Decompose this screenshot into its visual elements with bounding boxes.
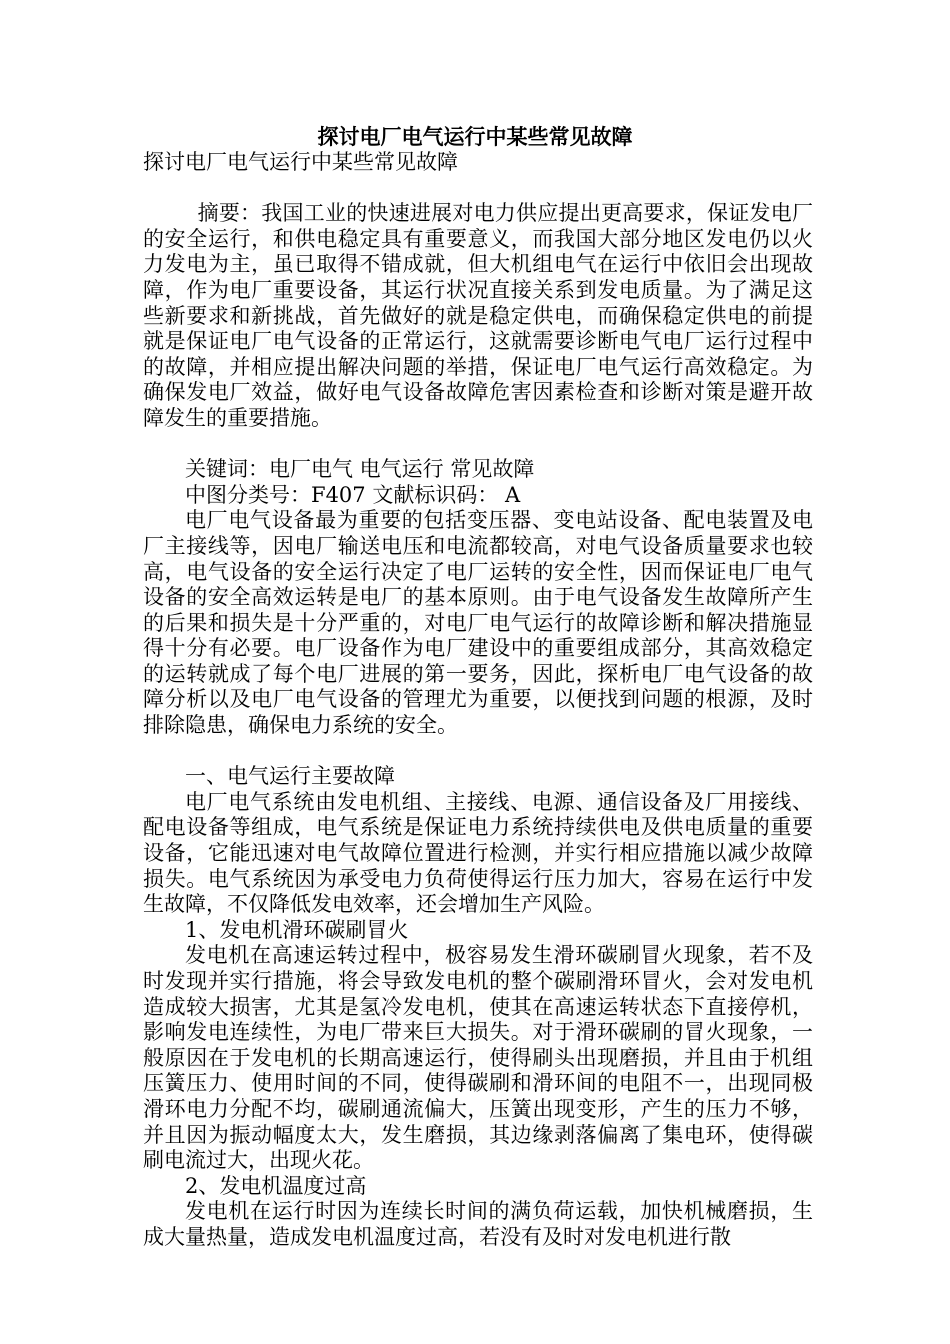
document-subtitle: 探讨电厂电气运行中某些常见故障 bbox=[143, 150, 458, 174]
intro-paragraph: 电厂电气设备最为重要的包括变压器、变电站设备、配电装置及电厂主接线等，因电厂输送电压和电流都较高，对电气设备质量要求也较高，电气设备的安全运行决定了电厂运转的安全性，因而保证电厂电气设备的安全高效运转是电厂的基本原则。由于电气设备发生故障所产生的后果和损失是十分严重的，对电厂电气运行的故障诊断和解决措施显得十分有必要。电厂设备作为电厂建设中的重要组成部分，其高效稳定的运转就成了每个电厂进展的第一要务，因此，探析电厂电气设备的故障分析以及电厂电气设备的管理尤为重要，以便找到问题的根源，及时排除隐患，确保电力系统的安全。 bbox=[143, 508, 813, 738]
blank-line bbox=[143, 739, 813, 765]
subsection-paragraph: 发电机在高速运转过程中，极容易发生滑环碳刷冒火现象，若不及时发现并实行措施，将会导致发电机的整个碳刷滑环冒火，会对发电机造成较大损害，尤其是氢冷发电机，使其在高速运转状态下直接停机，影响发电连续性，为电厂带来巨大损失。对于滑环碳刷的冒火现象，一般原因在于发电机的长期高速运行，使得刷头出现磨损，并且由于机组压簧压力、使用时间的不同，使得碳刷和滑环间的电阻不一，出现同极滑环电力分配不均，碳刷通流偏大，压簧出现变形，产生的压力不够，并且因为振动幅度太大，发生磨损，其边缘剥落偏离了集电环，使得碳刷电流过大，出现火花。 bbox=[143, 943, 813, 1173]
subsection-heading: 1、发电机滑环碳刷冒火 bbox=[185, 917, 409, 942]
blank-line bbox=[143, 176, 813, 202]
subsection-heading: 2、发电机温度过高 bbox=[185, 1173, 367, 1198]
document-body bbox=[143, 150, 813, 1251]
subsection-paragraph: 发电机在运行时因为连续长时间的满负荷运载，加快机械磨损，生成大量热量，造成发电机温度过高，若没有及时对发电机进行散 bbox=[143, 1199, 813, 1249]
section-heading: 一、电气运行主要故障 bbox=[185, 764, 395, 789]
document-title: 探讨电厂电气运行中某些常见故障 bbox=[317, 124, 633, 149]
blank-line bbox=[143, 432, 813, 458]
classification-line: 中图分类号：F407 文献标识码： A bbox=[185, 482, 521, 507]
abstract-paragraph: 摘要：我国工业的快速进展对电力供应提出更高要求，保证发电厂的安全运行，和供电稳定具有重要意义，而我国大部分地区发电仍以火力发电为主，虽已取得不错成就，但大机组电气在运行中依旧会出现故障，作为电厂重要设备，其运行状况直接关系到发电质量。为了满足这些新要求和新挑战，首先做好的就是稳定供电，而确保稳定供电的前提就是保证电厂电气设备的正常运行，这就需要诊断电气电厂运行过程中的故障，并相应提出解决问题的举措，保证电厂电气运行高效稳定。为确保发电厂效益，做好电气设备故障危害因素检查和诊断对策是避开故障发生的重要措施。 bbox=[143, 201, 813, 430]
section-paragraph: 电厂电气系统由发电机组、主接线、电源、通信设备及厂用接线、配电设备等组成，电气系统是保证电力系统持续供电及供电质量的重要设备，它能迅速对电气故障位置进行检测，并实行相应措施以减少故障损失。电气系统因为承受电力负荷使得运行压力加大，容易在运行中发生故障，不仅降低发电效率，还会增加生产风险。 bbox=[143, 789, 813, 917]
keywords-line: 关键词：电厂电气 电气运行 常见故障 bbox=[185, 457, 535, 482]
